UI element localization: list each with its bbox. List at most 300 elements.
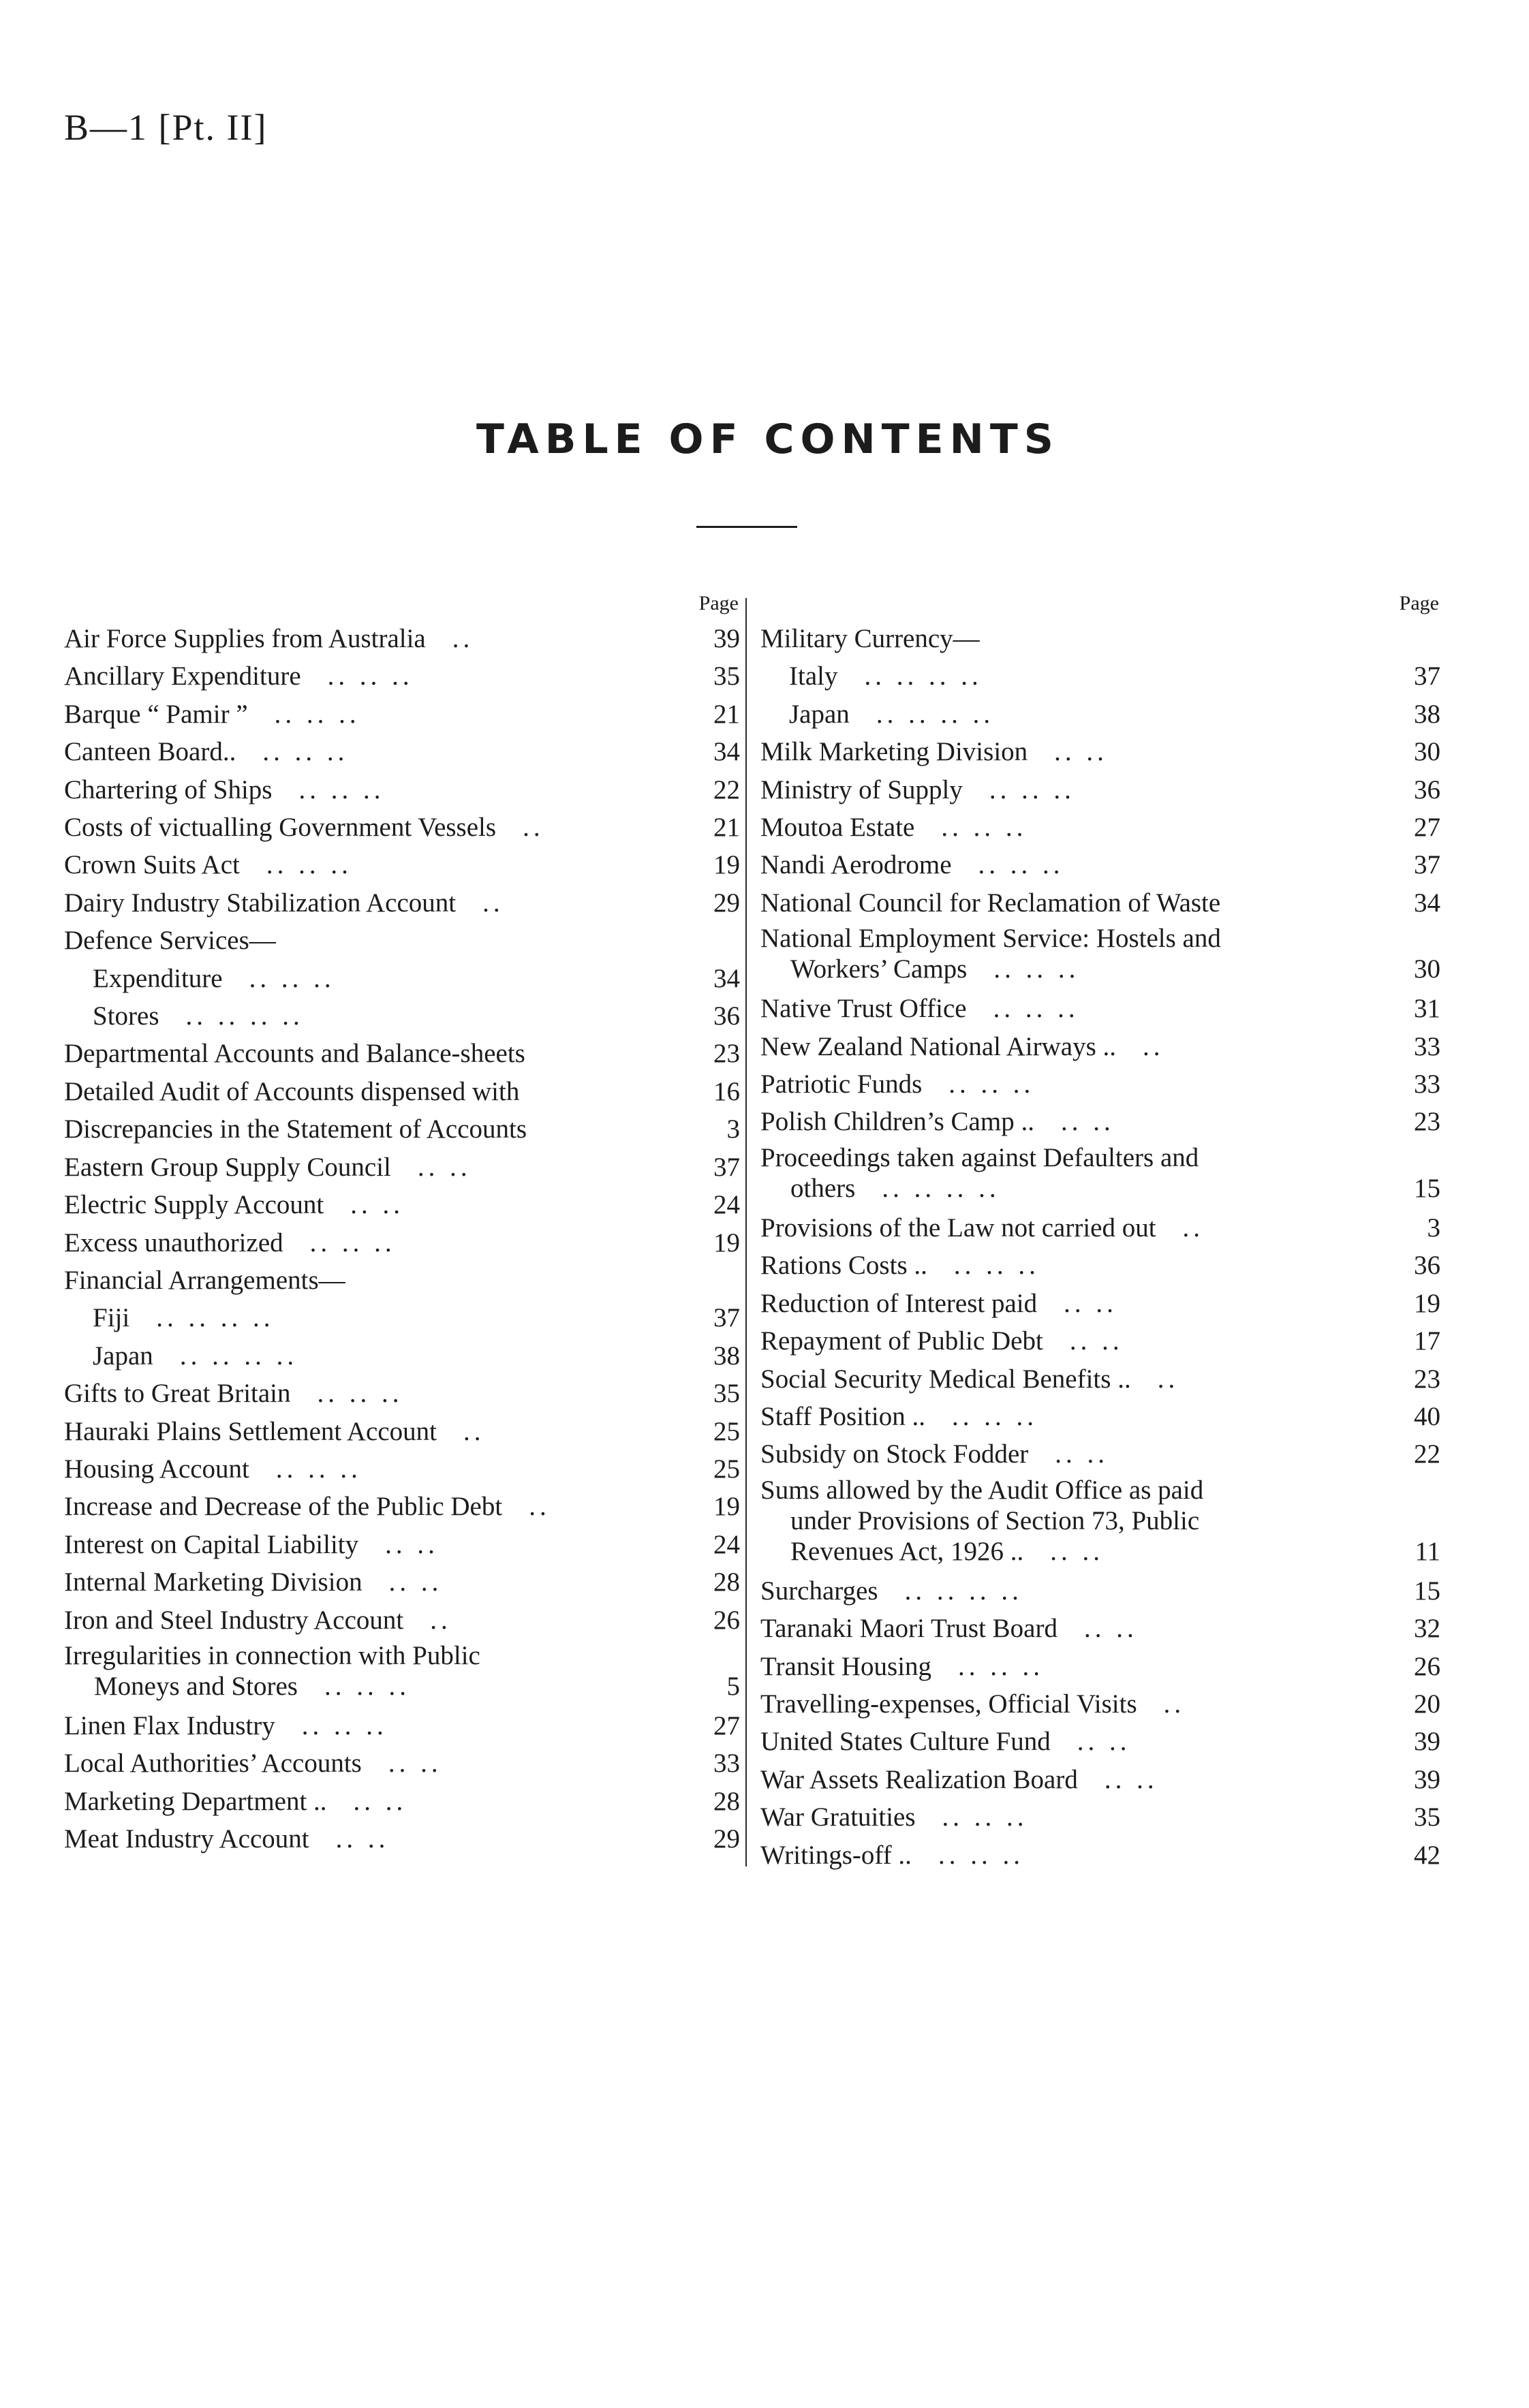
toc-entry xyxy=(64,1707,743,1745)
toc-group-heading: Defence Services— xyxy=(64,926,276,956)
toc-entry-title xyxy=(760,1685,1386,1723)
toc-entry xyxy=(64,1745,743,1782)
dot-leader: .. .. .. xyxy=(948,1069,1035,1099)
toc-entry-title xyxy=(64,809,685,846)
toc-entry xyxy=(64,1224,743,1262)
toc-entry-title-text: Local Authorities’ Accounts xyxy=(64,1749,362,1779)
toc-entry-page-number: 35 xyxy=(713,1379,740,1409)
dot-leader: .. .. xyxy=(388,1749,442,1779)
toc-entry-title-line: others xyxy=(790,1173,856,1203)
toc-entry-title xyxy=(64,1035,685,1072)
toc-entry-title xyxy=(760,1798,1386,1836)
toc-entry xyxy=(64,1299,743,1336)
toc-entry-title xyxy=(64,1224,685,1262)
dot-leader: .. .. .. xyxy=(327,661,414,691)
dot-leader: .. .. .. xyxy=(938,1840,1024,1870)
dot-leader: .. .. .. xyxy=(958,1651,1045,1681)
toc-entry-title-text: Discrepancies in the Statement of Accounts xyxy=(64,1114,527,1144)
toc-entry-title xyxy=(64,997,685,1035)
toc-entry-title-text: War Gratuities xyxy=(760,1802,916,1832)
dot-leader: .. .. .. xyxy=(951,1401,1038,1431)
toc-entry-title-text: Dairy Industry Stabilization Account xyxy=(64,888,457,918)
dot-leader: .. xyxy=(523,813,544,843)
dot-leader: .. .. xyxy=(1083,1614,1138,1644)
toc-entry-title-text: Interest on Capital Liability xyxy=(64,1529,359,1559)
dot-leader: .. xyxy=(1182,1213,1205,1242)
toc-entry xyxy=(64,1783,743,1820)
dot-leader: .. .. xyxy=(1104,1764,1158,1794)
dot-leader: .. .. .. xyxy=(309,1228,396,1257)
toc-entry-title xyxy=(64,771,685,809)
toc-entry-page-number: 36 xyxy=(1414,775,1440,804)
toc-entry-page-number: 17 xyxy=(1414,1326,1440,1356)
toc-entry-title-text: Fiji xyxy=(93,1303,130,1333)
toc-entry-title xyxy=(64,733,685,770)
toc-entry-title xyxy=(760,809,1386,846)
toc-entry xyxy=(760,1398,1443,1435)
toc-entry-title-text: Rations Costs .. xyxy=(760,1251,927,1281)
column-divider xyxy=(745,598,747,1866)
toc-entry-title xyxy=(64,1640,685,1702)
dot-leader: .. .. .. xyxy=(942,1802,1028,1832)
toc-entry-page-number: 3 xyxy=(726,1114,740,1144)
toc-entry-title-text: Increase and Decrease of the Public Debt xyxy=(64,1492,503,1522)
toc-entry xyxy=(64,1413,743,1450)
toc-entry-title xyxy=(64,1186,685,1223)
dot-leader: .. xyxy=(482,888,504,918)
toc-entry-page-number: 35 xyxy=(1414,1802,1440,1832)
toc-entry-title-text: Excess unauthorized xyxy=(64,1228,283,1257)
toc-entry-title xyxy=(64,1488,685,1525)
dot-leader: .. .. .. xyxy=(275,1454,362,1484)
toc-entry-title-text: Detailed Audit of Accounts dispensed with xyxy=(64,1076,520,1106)
dot-leader: .. .. xyxy=(353,1786,407,1816)
toc-entry-title-text: Hauraki Plains Settlement Account xyxy=(64,1416,437,1446)
toc-entry-title-text: War Assets Realization Board xyxy=(760,1764,1078,1794)
toc-entry xyxy=(760,695,1443,733)
toc-entry-title xyxy=(760,1723,1386,1760)
toc-entry-title xyxy=(64,1073,685,1110)
dot-leader: .. .. .. .. xyxy=(185,1001,304,1031)
dot-leader: .. .. xyxy=(1050,1536,1105,1566)
toc-entry-title-line: Moneys and Stores xyxy=(94,1671,298,1701)
toc-entry-title-text: Moutoa Estate xyxy=(760,813,915,843)
toc-entry-title-text: Air Force Supplies from Australia xyxy=(64,624,426,653)
toc-entry xyxy=(760,1572,1443,1610)
toc-entry-page-number: 36 xyxy=(1414,1251,1440,1281)
toc-entry-title-text: Taranaki Maori Trust Board xyxy=(760,1614,1057,1644)
toc-entry xyxy=(760,809,1443,846)
toc-entry-page-number: 28 xyxy=(713,1786,740,1816)
toc-entry xyxy=(64,1073,743,1110)
toc-entry-page-number: 34 xyxy=(713,737,740,767)
toc-entry-title xyxy=(64,695,685,733)
toc-entry-title xyxy=(64,657,685,695)
toc-entry xyxy=(64,1110,743,1148)
toc-entry-title-text: Japan xyxy=(93,1341,153,1371)
toc-entry-title-text: Canteen Board.. xyxy=(64,737,236,767)
dot-leader: .. .. .. xyxy=(249,963,335,993)
dot-leader: .. .. .. xyxy=(989,775,1075,804)
dot-leader: .. .. .. xyxy=(324,1671,410,1701)
dot-leader: .. .. .. .. xyxy=(876,699,995,729)
toc-entry xyxy=(64,695,743,733)
dot-leader: .. xyxy=(529,1492,551,1522)
toc-entry-page-number: 30 xyxy=(1414,737,1440,767)
dot-leader: .. xyxy=(1157,1364,1179,1394)
toc-entry-title-text: Native Trust Office xyxy=(760,994,967,1024)
contents-right-column xyxy=(760,587,1443,1874)
toc-entry-title-text: Costs of victualling Government Vessels xyxy=(64,813,497,843)
toc-entry-page-number: 26 xyxy=(1414,1651,1440,1681)
toc-entry-title-text: Japan xyxy=(789,699,850,729)
toc-entry-page-number: 24 xyxy=(713,1529,740,1559)
toc-entry-title xyxy=(760,1322,1386,1360)
dot-leader: .. .. .. xyxy=(301,1710,388,1740)
toc-entry-page-number: 19 xyxy=(713,1228,740,1257)
toc-entry xyxy=(64,1563,743,1601)
toc-entry-title-text: Ministry of Supply xyxy=(760,775,963,804)
toc-entry-title-text: Milk Marketing Division xyxy=(760,737,1028,767)
toc-entry-title xyxy=(760,1285,1386,1322)
toc-entry-page-number: 35 xyxy=(713,661,740,691)
toc-entry-page-number: 32 xyxy=(1414,1614,1440,1644)
toc-entry xyxy=(760,1141,1443,1209)
toc-entry-title-text: Provisions of the Law not carried out xyxy=(760,1213,1156,1242)
toc-entry-title-text: Housing Account xyxy=(64,1454,249,1484)
toc-entry xyxy=(64,1337,743,1375)
toc-entry xyxy=(760,1028,1443,1065)
toc-entry xyxy=(760,1322,1443,1360)
toc-entry-title xyxy=(760,1028,1386,1065)
toc-entry xyxy=(760,771,1443,809)
toc-entry xyxy=(760,1285,1443,1322)
toc-entry-title-text: Repayment of Public Debt xyxy=(760,1326,1043,1356)
toc-entry-title-text: Crown Suits Act xyxy=(64,850,240,880)
toc-entry xyxy=(760,1610,1443,1647)
toc-entry-title-text: Writings-off .. xyxy=(760,1840,912,1870)
toc-entry-title xyxy=(760,1761,1386,1798)
page-column-label: Page xyxy=(698,592,739,614)
toc-entry-page-number: 15 xyxy=(1414,1576,1440,1606)
toc-entry-title xyxy=(64,1820,685,1858)
toc-entry xyxy=(760,846,1443,884)
toc-entry xyxy=(64,1035,743,1072)
toc-entry xyxy=(64,1639,743,1707)
dot-leader: .. .. xyxy=(1069,1326,1124,1356)
toc-entry-title xyxy=(64,1745,685,1782)
dot-leader: .. .. .. xyxy=(978,850,1064,880)
toc-entry xyxy=(64,1526,743,1563)
dot-leader: .. .. .. .. xyxy=(156,1303,275,1333)
toc-entry xyxy=(760,657,1443,695)
toc-entry-page-number: 39 xyxy=(1414,1727,1440,1757)
toc-entry-title-text: Italy xyxy=(789,661,838,691)
toc-entry-page-number: 33 xyxy=(713,1749,740,1779)
toc-entry-title xyxy=(760,1247,1386,1284)
toc-entry xyxy=(64,960,743,997)
toc-entry-title xyxy=(760,1065,1386,1103)
toc-entry-page-number: 30 xyxy=(1414,954,1440,984)
dot-leader: .. .. .. .. xyxy=(904,1576,1023,1606)
toc-group-heading: Military Currency— xyxy=(760,624,980,653)
dot-leader: .. xyxy=(430,1605,452,1635)
toc-entry xyxy=(760,1798,1443,1836)
toc-entry-title-text: Patriotic Funds xyxy=(760,1069,923,1099)
toc-entry-page-number: 38 xyxy=(713,1341,740,1371)
toc-entry xyxy=(64,884,743,922)
toc-entry xyxy=(64,809,743,846)
toc-entry-page-number: 22 xyxy=(1414,1439,1440,1469)
toc-entry-title-text: Travelling-expenses, Official Visits xyxy=(760,1689,1137,1719)
toc-entry-page-number: 31 xyxy=(1414,994,1440,1024)
toc-entry-title xyxy=(64,1601,685,1639)
toc-entry-title-text: Surcharges xyxy=(760,1576,878,1606)
dot-leader: .. .. .. xyxy=(317,1379,403,1409)
dot-leader: .. .. .. xyxy=(993,954,1080,984)
toc-entry-title xyxy=(760,1475,1386,1567)
toc-entry-title xyxy=(64,1375,685,1412)
toc-entry-page-number: 22 xyxy=(713,775,740,804)
toc-entry-title xyxy=(760,1610,1386,1647)
toc-entry-title-text: Stores xyxy=(93,1001,159,1031)
toc-entry-title-text: New Zealand National Airways .. xyxy=(760,1031,1117,1061)
toc-entry-page-number: 33 xyxy=(1414,1069,1440,1099)
toc-entry-title-text: Social Security Medical Benefits .. xyxy=(760,1364,1131,1394)
dot-leader: .. .. xyxy=(335,1824,390,1854)
toc-entry-title xyxy=(760,1398,1386,1435)
toc-entry-page-number: 39 xyxy=(713,624,740,653)
toc-entry-title-text: Subsidy on Stock Fodder xyxy=(760,1439,1029,1469)
dot-leader: .. .. .. xyxy=(953,1251,1040,1281)
toc-entry xyxy=(760,1836,1443,1874)
page-column-label: Page xyxy=(1399,592,1439,614)
toc-entry-title xyxy=(64,1299,685,1336)
toc-entry-title-line: Revenues Act, 1926 .. xyxy=(790,1536,1024,1566)
toc-entry-page-number: 34 xyxy=(1414,888,1440,918)
toc-entry-title-text: Nandi Aerodrome xyxy=(760,850,952,880)
left-entry-list xyxy=(64,620,743,1858)
toc-entry-title-text: Internal Marketing Division xyxy=(64,1567,362,1597)
toc-entry-title xyxy=(64,884,685,922)
toc-entry-title xyxy=(760,771,1386,809)
running-head: B—1 [Pt. II] xyxy=(64,107,268,148)
toc-entry xyxy=(760,1435,1443,1473)
toc-entry-title xyxy=(760,1103,1386,1140)
toc-entry-page-number: 40 xyxy=(1414,1401,1440,1431)
dot-leader: .. .. xyxy=(1054,737,1108,767)
toc-entry-title xyxy=(64,1413,685,1450)
toc-entry-page-number: 29 xyxy=(713,1824,740,1854)
toc-entry xyxy=(64,1148,743,1186)
toc-entry xyxy=(760,1685,1443,1723)
toc-entry-title xyxy=(64,620,685,657)
toc-entry xyxy=(64,1601,743,1639)
toc-entry-page-number: 42 xyxy=(1414,1840,1440,1870)
toc-entry-title-text: Chartering of Ships xyxy=(64,775,273,804)
toc-entry-title xyxy=(64,846,685,884)
toc-entry xyxy=(760,1648,1443,1685)
toc-entry-title xyxy=(760,846,1386,884)
toc-entry xyxy=(64,733,743,770)
toc-entry-title xyxy=(64,1337,685,1375)
toc-entry-title-line: under Provisions of Section 73, Public xyxy=(790,1505,1200,1535)
toc-entry-page-number: 19 xyxy=(713,850,740,880)
toc-entry-title xyxy=(64,1450,685,1488)
toc-entry-title xyxy=(64,960,685,997)
toc-entry-title-line: Workers’ Camps xyxy=(790,954,968,984)
toc-entry-title-text: United States Culture Fund xyxy=(760,1727,1051,1757)
toc-entry-title-line: Sums allowed by the Audit Office as paid xyxy=(760,1475,1204,1505)
toc-entry xyxy=(760,884,1443,922)
toc-entry xyxy=(64,657,743,695)
toc-entry xyxy=(760,1065,1443,1103)
toc-entry-title xyxy=(64,1148,685,1186)
dot-leader: .. xyxy=(1143,1031,1164,1061)
toc-entry-title xyxy=(760,990,1386,1027)
toc-entry xyxy=(760,1473,1443,1572)
toc-entry xyxy=(64,997,743,1035)
toc-entry xyxy=(760,1723,1443,1760)
toc-entry xyxy=(64,1820,743,1858)
toc-entry-page-number: 20 xyxy=(1414,1689,1440,1719)
toc-entry xyxy=(760,1103,1443,1140)
dot-leader: .. .. xyxy=(385,1529,439,1559)
toc-entry-page-number: 23 xyxy=(713,1039,740,1069)
contents-left-column xyxy=(64,587,743,1858)
toc-entry xyxy=(760,990,1443,1027)
toc-entry-title-text: Expenditure xyxy=(93,963,223,993)
toc-entry-title xyxy=(760,1360,1386,1398)
toc-entry-title-text: Eastern Group Supply Council xyxy=(64,1152,391,1182)
toc-entry-title-text: Marketing Department .. xyxy=(64,1786,327,1816)
toc-entry xyxy=(760,1247,1443,1284)
toc-entry-title-line: Irregularities in connection with Public xyxy=(64,1640,480,1670)
toc-entry-title xyxy=(760,1572,1386,1610)
toc-entry-title-text: Staff Position .. xyxy=(760,1401,925,1431)
dot-leader: .. xyxy=(452,624,474,653)
dot-leader: .. .. xyxy=(1077,1727,1131,1757)
dot-leader: .. .. .. xyxy=(274,699,360,729)
toc-entry-title-text: Iron and Steel Industry Account xyxy=(64,1605,404,1635)
toc-entry-title-text: Reduction of Interest paid xyxy=(760,1288,1038,1318)
toc-entry-page-number: 37 xyxy=(1414,661,1440,691)
toc-entry-title-text: Departmental Accounts and Balance-sheets xyxy=(64,1039,525,1069)
toc-entry xyxy=(64,1488,743,1525)
toc-entry-title-text: Linen Flax Industry xyxy=(64,1710,275,1740)
toc-entry-page-number: 36 xyxy=(713,1001,740,1031)
toc-entry-page-number: 38 xyxy=(1414,699,1440,729)
toc-entry-title xyxy=(760,1142,1386,1204)
toc-entry-title-line: National Employment Service: Hostels and xyxy=(760,924,1221,954)
page-title: TABLE OF CONTENTS xyxy=(476,416,1060,463)
toc-entry xyxy=(760,1360,1443,1398)
toc-entry-title xyxy=(760,1435,1386,1473)
toc-entry-page-number: 39 xyxy=(1414,1764,1440,1794)
toc-entry xyxy=(64,1186,743,1223)
toc-entry xyxy=(760,733,1443,770)
toc-entry xyxy=(64,1450,743,1488)
toc-group-heading: Financial Arrangements— xyxy=(64,1265,345,1295)
dot-leader: .. .. xyxy=(1060,1107,1115,1137)
toc-entry xyxy=(64,1375,743,1412)
toc-entry-page-number: 25 xyxy=(713,1416,740,1446)
toc-entry-page-number: 19 xyxy=(713,1492,740,1522)
toc-entry-page-number: 27 xyxy=(713,1710,740,1740)
toc-entry-title xyxy=(760,657,1386,695)
toc-entry-title xyxy=(760,1836,1386,1874)
dot-leader: .. .. xyxy=(1055,1439,1109,1469)
toc-entry-title xyxy=(760,733,1386,770)
dot-leader: .. .. .. .. xyxy=(179,1341,298,1371)
toc-entry-page-number: 37 xyxy=(713,1152,740,1182)
toc-entry-page-number: 11 xyxy=(1415,1536,1440,1566)
toc-entry-page-number: 5 xyxy=(726,1671,740,1701)
toc-entry-title xyxy=(760,1209,1386,1247)
toc-entry-title-text: Meat Industry Account xyxy=(64,1824,309,1854)
toc-entry-title-line: Proceedings taken against Defaulters and xyxy=(760,1142,1199,1172)
dot-leader: .. .. .. xyxy=(993,994,1079,1024)
toc-entry-title xyxy=(760,923,1386,984)
toc-entry-title xyxy=(760,695,1386,733)
toc-entry-page-number: 34 xyxy=(713,963,740,993)
dot-leader: .. .. .. xyxy=(266,850,352,880)
right-entry-list xyxy=(760,620,1443,1874)
toc-entry-page-number: 23 xyxy=(1414,1107,1440,1137)
toc-entry xyxy=(760,1761,1443,1798)
toc-entry xyxy=(760,922,1443,990)
toc-entry-page-number: 21 xyxy=(713,813,740,843)
dot-leader: .. .. xyxy=(417,1152,472,1182)
toc-entry-page-number: 21 xyxy=(713,699,740,729)
toc-entry-title-text: Transit Housing xyxy=(760,1651,932,1681)
dot-leader: .. .. .. xyxy=(941,813,1028,843)
toc-entry-page-number: 23 xyxy=(1414,1364,1440,1394)
toc-entry xyxy=(760,1209,1443,1247)
toc-entry-title xyxy=(64,1526,685,1563)
toc-entry-page-number: 26 xyxy=(713,1605,740,1635)
toc-entry-title xyxy=(64,1563,685,1601)
dot-leader: .. .. .. .. xyxy=(882,1173,1000,1203)
dot-leader: .. .. xyxy=(350,1190,404,1220)
toc-entry-page-number: 29 xyxy=(713,888,740,918)
title-rule xyxy=(696,526,797,528)
toc-entry xyxy=(64,771,743,809)
toc-entry xyxy=(64,846,743,884)
toc-entry-page-number: 33 xyxy=(1414,1031,1440,1061)
dot-leader: .. .. .. xyxy=(298,775,385,804)
dot-leader: .. xyxy=(1163,1689,1186,1719)
toc-entry-page-number: 19 xyxy=(1414,1288,1440,1318)
toc-entry-title-text: Barque “ Pamir ” xyxy=(64,699,248,729)
toc-entry-title xyxy=(64,1783,685,1820)
toc-entry-page-number: 37 xyxy=(713,1303,740,1333)
dot-leader: .. .. .. .. xyxy=(864,661,983,691)
toc-entry-page-number: 28 xyxy=(713,1567,740,1597)
toc-entry-title xyxy=(760,1648,1386,1685)
dot-leader: .. xyxy=(463,1416,485,1446)
toc-entry-page-number: 37 xyxy=(1414,850,1440,880)
toc-entry-title xyxy=(64,1110,685,1148)
toc-entry-title xyxy=(64,1707,685,1745)
toc-entry-page-number: 24 xyxy=(713,1190,740,1220)
toc-entry-title-text: Gifts to Great Britain xyxy=(64,1379,291,1409)
toc-entry-title-text: National Council for Reclamation of Waste xyxy=(760,888,1221,918)
toc-entry-page-number: 16 xyxy=(713,1076,740,1106)
toc-entry-title-text: Polish Children’s Camp .. xyxy=(760,1107,1034,1137)
toc-entry-page-number: 25 xyxy=(713,1454,740,1484)
toc-entry xyxy=(64,620,743,657)
